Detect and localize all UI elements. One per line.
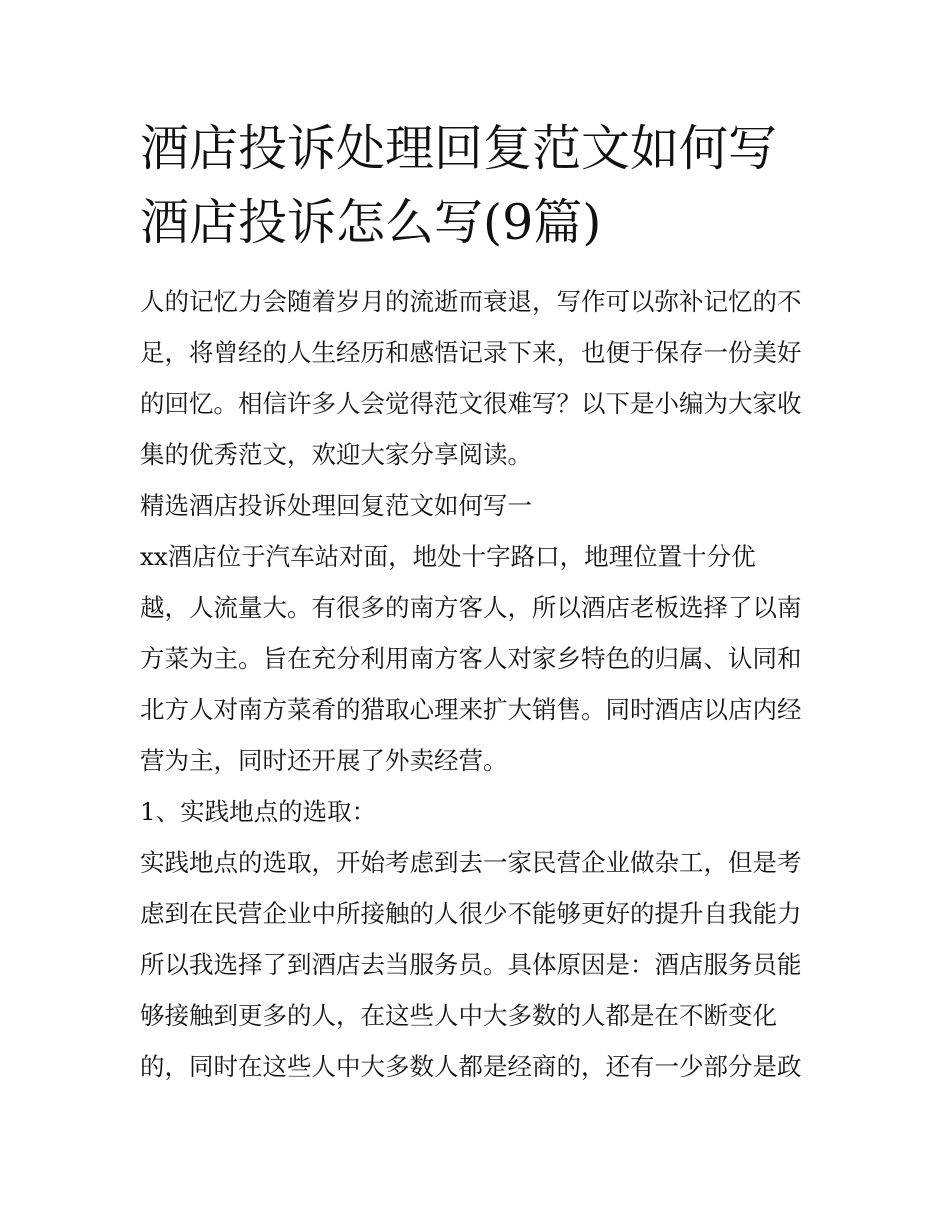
body-line: 北方人对南方菜肴的猎取心理来扩大销售。同时酒店以店内经 [140, 695, 802, 724]
body-line: 营为主，同时还开展了外卖经营。 [140, 746, 508, 775]
body-line: 的，同时在这些人中大多数人都是经商的，还有一少部分是政 [140, 1052, 802, 1081]
body-line: 足，将曾经的人生经历和感悟记录下来，也便于保存一份美好 [140, 338, 802, 367]
body-line: xx酒店位于汽车站对面，地处十字路口，地理位置十分优 [140, 542, 756, 571]
body-line: 够接触到更多的人，在这些人中大多数的人都是在不断变化 [140, 1001, 777, 1030]
body-line: 所以我选择了到酒店去当服务员。具体原因是：酒店服务员能 [140, 950, 802, 979]
body-line: 方菜为主。旨在充分利用南方客人对家乡特色的归属、认同和 [140, 644, 802, 673]
body-line: 实践地点的选取，开始考虑到去一家民营企业做杂工，但是考 [140, 848, 802, 877]
title-line-2: 酒店投诉怎么写(9篇) [140, 194, 602, 251]
body-line: 越，人流量大。有很多的南方客人，所以酒店老板选择了以南 [140, 593, 802, 622]
document-body [140, 276, 820, 1092]
body-line: 人的记忆力会随着岁月的流逝而衰退，写作可以弥补记忆的不 [140, 287, 802, 316]
list-heading: 1、实践地点的选取： [140, 797, 377, 826]
body-line: 虑到在民营企业中所接触的人很少不能够更好的提升自我能力 [140, 899, 802, 928]
document-title [140, 112, 820, 260]
section-heading: 精选酒店投诉处理回复范文如何写一 [140, 491, 532, 520]
body-line: 集的优秀范文，欢迎大家分享阅读。 [140, 440, 532, 469]
body-line: 的回忆。相信许多人会觉得范文很难写？以下是小编为大家收 [140, 389, 802, 418]
title-line-1: 酒店投诉处理回复范文如何写 [140, 120, 778, 177]
